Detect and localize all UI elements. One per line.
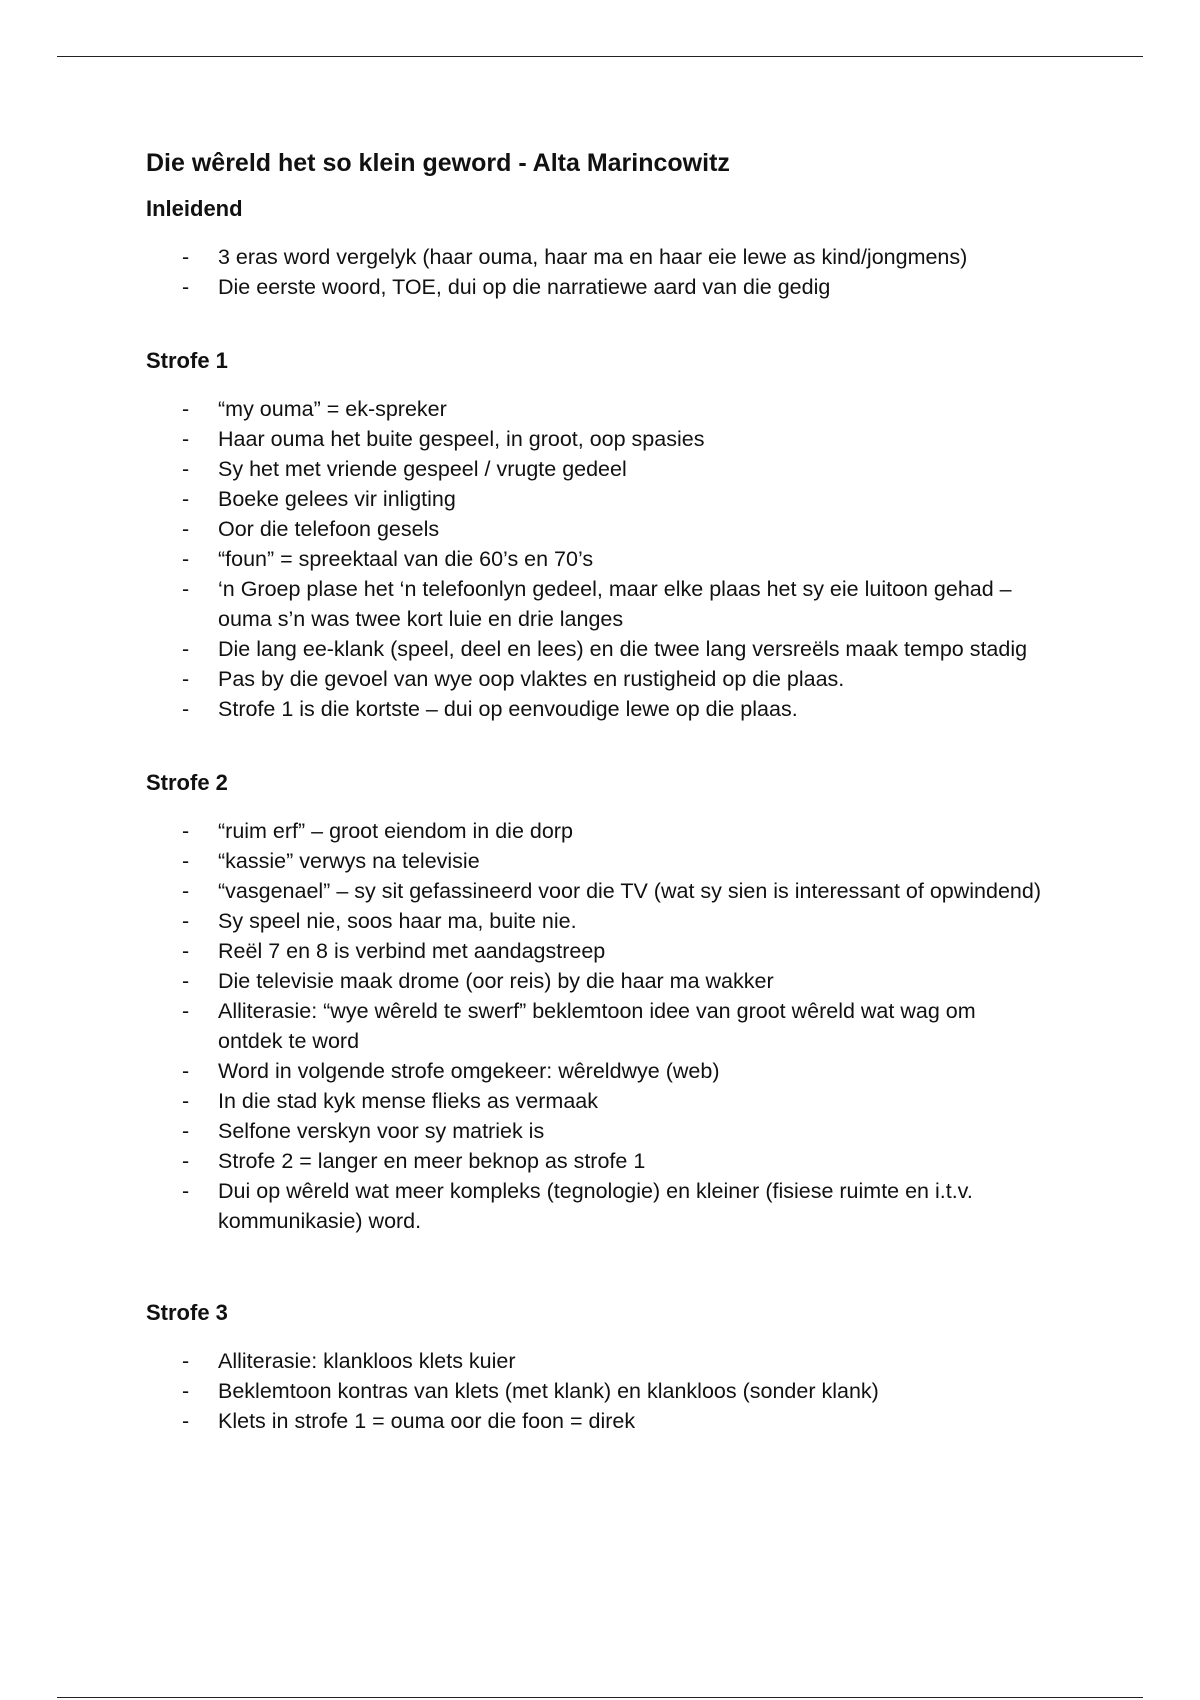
bullet-dash: -: [182, 1059, 190, 1083]
bullet-dash: -: [182, 697, 190, 721]
list-item: [146, 544, 1046, 574]
list-item-text: Alliterasie: klankloos klets kuier: [218, 1349, 516, 1373]
list-item: [146, 936, 1046, 966]
bullet-list: [146, 816, 1046, 1236]
list-item-text: “foun” = spreektaal van die 60’s en 70’s: [218, 547, 594, 571]
list-item-text: Alliterasie: “wye wêreld te swerf” beklemtoon idee van groot wêreld wat wag om ontdek te word: [218, 999, 976, 1053]
section-inleidend: [146, 194, 1046, 302]
bullet-dash: -: [182, 1119, 190, 1143]
list-item: [146, 694, 1046, 724]
section-strofe-1: [146, 346, 1046, 724]
list-item-text: In die stad kyk mense flieks as vermaak: [218, 1089, 598, 1113]
list-item-text: Die lang ee-klank (speel, deel en lees) en die twee lang versreëls maak tempo stadig: [218, 637, 1028, 661]
bullet-list: [146, 394, 1046, 724]
document-body: [146, 146, 1046, 1436]
list-item: [146, 1056, 1046, 1086]
list-item-text: Word in volgende strofe omgekeer: wêreldwye (web): [218, 1059, 720, 1083]
list-item-text: “kassie” verwys na televisie: [218, 849, 480, 873]
bullet-dash: -: [182, 517, 190, 541]
bullet-dash: -: [182, 1179, 190, 1203]
bullet-dash: -: [182, 667, 190, 691]
bullet-dash: -: [182, 457, 190, 481]
bullet-dash: -: [182, 245, 190, 269]
section-strofe-2: [146, 768, 1046, 1236]
list-item: [146, 1376, 1046, 1406]
list-item-text: ‘n Groep plase het ‘n telefoonlyn gedeel, maar elke plaas het sy eie luitoon gehad – ouma s’n was twee kort luie en drie langes: [218, 577, 1012, 631]
bullet-dash: -: [182, 427, 190, 451]
list-item: [146, 906, 1046, 936]
list-item-text: Die televisie maak drome (oor reis) by die haar ma wakker: [218, 969, 774, 993]
bullet-dash: -: [182, 487, 190, 511]
bullet-list: [146, 242, 1046, 302]
bullet-dash: -: [182, 577, 190, 601]
section-strofe-3: [146, 1298, 1046, 1436]
list-item-text: Strofe 1 is die kortste – dui op eenvoudige lewe op die plaas.: [218, 697, 798, 721]
list-item: [146, 664, 1046, 694]
list-item: [146, 1176, 1046, 1236]
bullet-dash: -: [182, 879, 190, 903]
list-item: [146, 996, 1046, 1056]
bullet-dash: -: [182, 1349, 190, 1373]
list-item-text: Sy het met vriende gespeel / vrugte gedeel: [218, 457, 627, 481]
list-item: [146, 1116, 1046, 1146]
list-item-text: Reël 7 en 8 is verbind met aandagstreep: [218, 939, 606, 963]
list-item-text: Strofe 2 = langer en meer beknop as strofe 1: [218, 1149, 646, 1173]
list-item-text: Haar ouma het buite gespeel, in groot, oop spasies: [218, 427, 705, 451]
list-item: [146, 816, 1046, 846]
bullet-dash: -: [182, 275, 190, 299]
list-item: [146, 514, 1046, 544]
bullet-dash: -: [182, 819, 190, 843]
bullet-dash: -: [182, 939, 190, 963]
list-item-text: Boeke gelees vir inligting: [218, 487, 456, 511]
list-item-text: Die eerste woord, TOE, dui op die narratiewe aard van die gedig: [218, 275, 831, 299]
bullet-list: [146, 1346, 1046, 1436]
list-item-text: Oor die telefoon gesels: [218, 517, 440, 541]
list-item: [146, 1346, 1046, 1376]
list-item-text: Selfone verskyn voor sy matriek is: [218, 1119, 545, 1143]
bullet-dash: -: [182, 547, 190, 571]
bullet-dash: -: [182, 637, 190, 661]
list-item: [146, 394, 1046, 424]
list-item: [146, 1406, 1046, 1436]
bottom-rule: [57, 1697, 1143, 1698]
bullet-dash: -: [182, 849, 190, 873]
list-item-text: 3 eras word vergelyk (haar ouma, haar ma en haar eie lewe as kind/jongmens): [218, 245, 968, 269]
bullet-dash: -: [182, 397, 190, 421]
list-item-text: Pas by die gevoel van wye oop vlaktes en rustigheid op die plaas.: [218, 667, 845, 691]
bullet-dash: -: [182, 1409, 190, 1433]
bullet-dash: -: [182, 1149, 190, 1173]
bullet-dash: -: [182, 1089, 190, 1113]
section-heading: Strofe 1: [146, 348, 228, 373]
section-heading: Strofe 3: [146, 1300, 228, 1325]
list-item: [146, 454, 1046, 484]
bullet-dash: -: [182, 1379, 190, 1403]
list-item-text: Dui op wêreld wat meer kompleks (tegnologie) en kleiner (fisiese ruimte en i.t.v. kommunikasie) word.: [218, 1179, 973, 1233]
document-title: Die wêreld het so klein geword - Alta Marincowitz: [146, 149, 730, 177]
list-item-text: “vasgenael” – sy sit gefassineerd voor die TV (wat sy sien is interessant of opwindend): [218, 879, 1041, 903]
bullet-dash: -: [182, 999, 190, 1023]
bullet-dash: -: [182, 969, 190, 993]
section-heading: Strofe 2: [146, 770, 228, 795]
list-item-text: Sy speel nie, soos haar ma, buite nie.: [218, 909, 577, 933]
list-item: [146, 876, 1046, 906]
list-item: [146, 966, 1046, 996]
list-item-text: “ruim erf” – groot eiendom in die dorp: [218, 819, 573, 843]
bullet-dash: -: [182, 909, 190, 933]
list-item: [146, 272, 1046, 302]
list-item: [146, 634, 1046, 664]
list-item-text: “my ouma” = ek-spreker: [218, 397, 447, 421]
top-rule: [57, 56, 1143, 57]
list-item: [146, 1146, 1046, 1176]
section-heading: Inleidend: [146, 196, 243, 221]
list-item-text: Beklemtoon kontras van klets (met klank) en klankloos (sonder klank): [218, 1379, 879, 1403]
list-item: [146, 242, 1046, 272]
list-item: [146, 574, 1046, 634]
list-item: [146, 484, 1046, 514]
list-item: [146, 1086, 1046, 1116]
list-item: [146, 846, 1046, 876]
list-item: [146, 424, 1046, 454]
list-item-text: Klets in strofe 1 = ouma oor die foon = direk: [218, 1409, 636, 1433]
